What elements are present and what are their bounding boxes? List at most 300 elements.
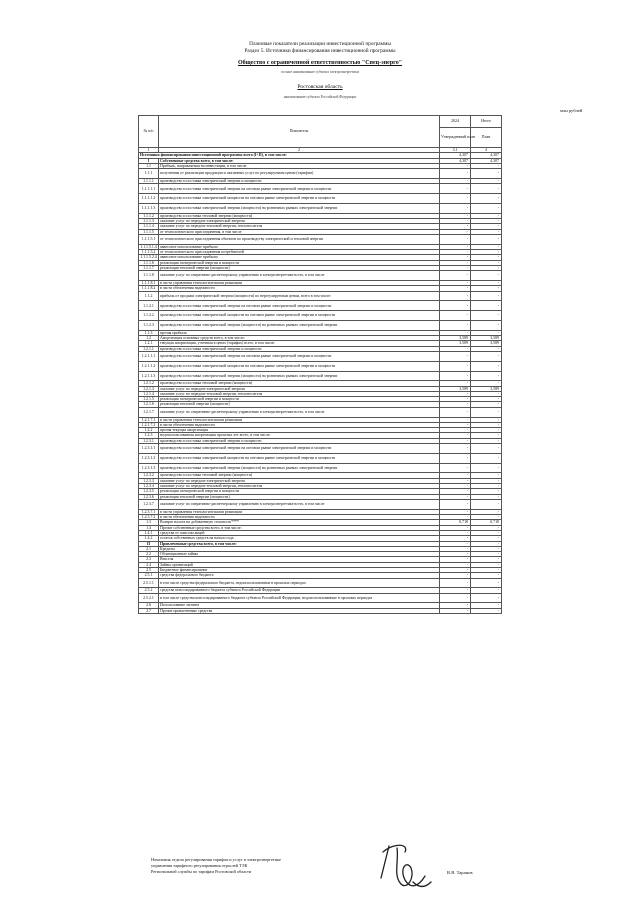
row-value-plan-cell: - bbox=[440, 218, 471, 223]
table-row bbox=[139, 361, 502, 371]
table-row bbox=[139, 351, 502, 361]
row-number-cell: 1.1.1.1.2 bbox=[139, 194, 159, 204]
row-value-total-cell: - bbox=[471, 361, 502, 371]
row-label-cell: прочая текущая амортизация bbox=[159, 428, 440, 433]
row-number-cell: 1.2.1.1.1 bbox=[139, 351, 159, 361]
row-label-cell: от технологического присоединения объектов по производству электрической и тепловой энергии bbox=[159, 234, 440, 244]
row-value-plan-cell: - bbox=[440, 608, 471, 613]
row-value-total-cell: - bbox=[471, 178, 502, 183]
row-number-cell: 1.2.3.1.1 bbox=[139, 444, 159, 454]
row-value-plan-cell: - bbox=[440, 484, 471, 489]
row-label-cell: производство и поставка электрической мощности на оптовом рынке электрической энергии и мощности bbox=[159, 311, 440, 321]
row-value-plan-cell: - bbox=[440, 438, 471, 443]
table-row bbox=[139, 463, 502, 473]
row-label-cell: в части управления технологическими режимами bbox=[159, 280, 440, 285]
row-value-plan-cell: - bbox=[440, 255, 471, 260]
row-value-plan-cell: - bbox=[440, 530, 471, 535]
row-number-cell: 1.1.1.7 bbox=[139, 265, 159, 270]
row-number-cell: 1.1.1.8 bbox=[139, 271, 159, 281]
row-value-total-cell: - bbox=[471, 422, 502, 427]
row-value-plan-cell: - bbox=[440, 249, 471, 254]
row-number-cell: 2.4 bbox=[139, 562, 159, 567]
row-value-total-cell: - bbox=[471, 260, 502, 265]
row-number-cell: 1.2.1.3 bbox=[139, 386, 159, 391]
region-name: Ростовская область bbox=[297, 84, 343, 90]
row-value-plan-cell: - bbox=[440, 578, 471, 588]
row-number-cell: 1.2.1.1.2 bbox=[139, 361, 159, 371]
row-value-total-cell: - bbox=[471, 478, 502, 483]
row-label-cell: производство и поставка электрической энергии на оптовом рынке электрической энергии и мощности bbox=[159, 301, 440, 311]
row-value-total-cell: - bbox=[471, 184, 502, 194]
row-label-cell: реализация электрической энергии и мощности bbox=[159, 397, 440, 402]
row-value-total-cell: - bbox=[471, 438, 502, 443]
row-value-plan-cell: - bbox=[440, 525, 471, 530]
row-label-cell: оказание услуг по оперативно-диспетчерскому управлению в электроэнергетике всего, в том числе bbox=[159, 271, 440, 281]
row-number-cell: 1.2.1.7.2 bbox=[139, 422, 159, 427]
row-value-plan-cell: 3,589 bbox=[440, 386, 471, 391]
row-number-cell: 1.2.1.1 bbox=[139, 346, 159, 351]
row-value-plan-cell: - bbox=[440, 509, 471, 514]
row-number-cell: 1.2.1.5 bbox=[139, 397, 159, 402]
table-row bbox=[139, 271, 502, 281]
row-value-total-cell: - bbox=[471, 286, 502, 291]
row-number-cell: 1.1.1.5.1 bbox=[139, 234, 159, 244]
row-label-cell: производство и поставка электрической энергии (мощности) на розничных рынках электрической энергии bbox=[159, 371, 440, 381]
row-label-cell: реализация тепловой энергии (мощности) bbox=[159, 402, 440, 407]
row-value-total-cell: 0,718 bbox=[471, 520, 502, 525]
row-number-cell: 1.2.3.2 bbox=[139, 473, 159, 478]
row-label-cell: производство и поставка тепловой энергии (мощности) bbox=[159, 213, 440, 218]
row-value-total-cell: - bbox=[471, 552, 502, 557]
row-value-plan-cell: - bbox=[440, 271, 471, 281]
row-value-total-cell: - bbox=[471, 330, 502, 335]
row-value-plan-cell: - bbox=[440, 194, 471, 204]
row-label-cell: авансовое использование прибыли bbox=[159, 255, 440, 260]
row-value-total-cell: - bbox=[471, 536, 502, 541]
row-value-plan-cell: - bbox=[440, 588, 471, 593]
row-value-plan-cell: - bbox=[440, 557, 471, 562]
row-label-cell: Прибыль, направляемая на инвестиции, в том числе: bbox=[159, 163, 440, 168]
col-approved-header: Утвержденный план bbox=[440, 128, 471, 148]
row-number-cell: 1.1.1.4 bbox=[139, 224, 159, 229]
row-value-plan-cell: - bbox=[440, 433, 471, 438]
row-value-total-cell: - bbox=[471, 541, 502, 546]
row-value-total-cell: - bbox=[471, 546, 502, 551]
row-label-cell: оказание услуг по передаче тепловой энергии, теплоносителя bbox=[159, 391, 440, 396]
row-value-total-cell: - bbox=[471, 229, 502, 234]
table-row bbox=[139, 444, 502, 454]
row-value-total-cell: - bbox=[471, 473, 502, 478]
row-value-plan-cell: 3,589 bbox=[440, 341, 471, 346]
row-label-cell: в части обеспечения надежности bbox=[159, 515, 440, 520]
row-value-total-cell: - bbox=[471, 255, 502, 260]
row-label-cell: Возврат налога на добавленную стоимость**** bbox=[159, 520, 440, 525]
row-value-plan-cell: - bbox=[440, 552, 471, 557]
row-number-cell: II bbox=[139, 541, 159, 546]
row-value-plan-cell: - bbox=[440, 562, 471, 567]
row-number-cell: 1.1 bbox=[139, 163, 159, 168]
index-cell: 4 bbox=[471, 148, 502, 153]
row-value-total-cell: - bbox=[471, 249, 502, 254]
row-value-plan-cell: - bbox=[440, 453, 471, 463]
row-value-total-cell: - bbox=[471, 453, 502, 463]
footer-block bbox=[151, 857, 381, 876]
row-value-plan-cell: - bbox=[440, 473, 471, 478]
row-number-cell: 1.2.2 bbox=[139, 428, 159, 433]
row-label-cell: текущая амортизация, учтенная в ценах (тарифах) всего, в том числе: bbox=[159, 341, 440, 346]
row-value-total-cell: - bbox=[471, 578, 502, 588]
row-value-plan-cell: - bbox=[440, 603, 471, 608]
row-value-plan-cell: - bbox=[440, 428, 471, 433]
row-value-plan-cell: - bbox=[440, 311, 471, 321]
index-cell: 3.1 bbox=[440, 148, 471, 153]
row-number-cell: 1.2.1.7.1 bbox=[139, 417, 159, 422]
row-value-plan-cell: - bbox=[440, 463, 471, 473]
index-cell: 1 bbox=[139, 148, 159, 153]
row-value-total-cell: - bbox=[471, 402, 502, 407]
row-value-plan-cell: - bbox=[440, 291, 471, 301]
unit-label: млн рублей bbox=[560, 108, 583, 113]
row-number-cell: 1.2.1 bbox=[139, 341, 159, 346]
row-value-plan-cell: 0,718 bbox=[440, 520, 471, 525]
row-number-cell: 1.2 bbox=[139, 336, 159, 341]
row-value-plan-cell: - bbox=[440, 391, 471, 396]
table-row bbox=[139, 194, 502, 204]
row-label-cell: в том числе средства федерального бюджета, недоиспользованные в прошлых периодах bbox=[159, 578, 440, 588]
row-number-cell: 2.3 bbox=[139, 557, 159, 562]
row-value-total-cell: - bbox=[471, 573, 502, 578]
row-label-cell: от технологического присоединения потребителей bbox=[159, 249, 440, 254]
row-value-total-cell: - bbox=[471, 568, 502, 573]
table-row bbox=[139, 203, 502, 213]
row-value-plan-cell: - bbox=[440, 320, 471, 330]
row-value-plan-cell: - bbox=[440, 499, 471, 509]
row-number-cell: 1.1.3 bbox=[139, 330, 159, 335]
row-label-cell: оказание услуг по оперативно-диспетчерскому управлению в электроэнергетике всего, в том числе bbox=[159, 499, 440, 509]
footer-position-line3: Региональной службы по тарифам Ростовской области bbox=[151, 869, 252, 875]
row-value-total-cell: - bbox=[471, 218, 502, 223]
row-number-cell: 1.2.3.5 bbox=[139, 489, 159, 494]
row-value-plan-cell: - bbox=[440, 546, 471, 551]
row-label-cell: производство и поставка электрической энергии и мощности bbox=[159, 178, 440, 183]
row-number-cell: 1.2.1.4 bbox=[139, 391, 159, 396]
row-number-cell: 1.3 bbox=[139, 520, 159, 525]
row-number-cell: 1.2.3.6 bbox=[139, 494, 159, 499]
row-value-total-cell: - bbox=[471, 320, 502, 330]
row-value-total-cell: - bbox=[471, 530, 502, 535]
row-number-cell: 1.2.1.1.3 bbox=[139, 371, 159, 381]
row-label-cell: оказание услуг по оперативно-диспетчерскому управлению в электроэнергетике всего, в том числе bbox=[159, 407, 440, 417]
table-row bbox=[139, 301, 502, 311]
row-value-plan-cell: - bbox=[440, 234, 471, 244]
row-label-cell: остаток собственных средств на начало года bbox=[159, 536, 440, 541]
row-label-cell: средства федерального бюджета bbox=[159, 573, 440, 578]
row-value-plan-cell: - bbox=[440, 541, 471, 546]
row-value-total-cell: - bbox=[471, 407, 502, 417]
row-value-total-cell: - bbox=[471, 463, 502, 473]
row-value-plan-cell: - bbox=[440, 163, 471, 168]
row-value-plan-cell: - bbox=[440, 301, 471, 311]
row-value-total-cell: - bbox=[471, 397, 502, 402]
row-value-total-cell: - bbox=[471, 428, 502, 433]
row-value-plan-cell: - bbox=[440, 417, 471, 422]
row-number-cell: 1.1.1.3 bbox=[139, 218, 159, 223]
table-row bbox=[139, 169, 502, 179]
row-value-total-cell: - bbox=[471, 515, 502, 520]
row-value-total-cell: - bbox=[471, 301, 502, 311]
row-number-cell: 1.1.2.3 bbox=[139, 320, 159, 330]
row-number-cell: 2.7 bbox=[139, 608, 159, 613]
row-value-plan-cell: - bbox=[440, 203, 471, 213]
row-value-plan-cell: - bbox=[440, 224, 471, 229]
row-label-cell: средства от эмиссии акций bbox=[159, 530, 440, 535]
table-row bbox=[139, 593, 502, 603]
row-value-total-cell: - bbox=[471, 588, 502, 593]
row-label-cell: Прочие собственные средства всего, в том числе: bbox=[159, 525, 440, 530]
row-label-cell: оказание услуг по передаче электрической энергии bbox=[159, 386, 440, 391]
row-number-cell: 1.2.1.2 bbox=[139, 381, 159, 386]
region-caption: наименование субъекта Российской Федерации bbox=[283, 95, 357, 99]
row-label-cell: реализация тепловой энергии (мощности) bbox=[159, 265, 440, 270]
row-label-cell: Бюджетное финансирование bbox=[159, 568, 440, 573]
row-value-total-cell: - bbox=[471, 484, 502, 489]
index-cell: 2 bbox=[159, 148, 440, 153]
table-row bbox=[139, 291, 502, 301]
footer-position-line1: Начальник отдела регулирования тарифов и услуг в электроэнергетике bbox=[151, 857, 281, 862]
row-value-total-cell: - bbox=[471, 169, 502, 179]
row-value-plan-cell: - bbox=[440, 444, 471, 454]
row-number-cell: 2.5.2.1 bbox=[139, 593, 159, 603]
row-label-cell: недоиспользованная амортизация прошлых лет всего, в том числе: bbox=[159, 433, 440, 438]
row-number-cell: 1.1.1.1.3 bbox=[139, 203, 159, 213]
row-number-cell: 1.1.1.5 bbox=[139, 229, 159, 234]
row-value-total-cell: - bbox=[471, 562, 502, 567]
row-number-cell: 1.2.3 bbox=[139, 433, 159, 438]
row-value-plan-cell: - bbox=[440, 593, 471, 603]
row-label-cell: средства консолидированного бюджета субъекта Российской Федерации bbox=[159, 588, 440, 593]
row-value-plan-cell: - bbox=[440, 330, 471, 335]
row-value-total-cell: - bbox=[471, 163, 502, 168]
row-number-cell: 2.5.1 bbox=[139, 573, 159, 578]
row-value-total-cell: - bbox=[471, 346, 502, 351]
row-number-cell: 1.1.1.8.1 bbox=[139, 280, 159, 285]
row-value-plan-cell: - bbox=[440, 178, 471, 183]
row-value-plan-cell: - bbox=[440, 280, 471, 285]
row-value-plan-cell: - bbox=[440, 346, 471, 351]
row-value-total-cell: - bbox=[471, 525, 502, 530]
row-label-cell: Прочие привлеченные средства bbox=[159, 608, 440, 613]
row-label-cell: Амортизация основных средств всего, в том числе: bbox=[159, 336, 440, 341]
row-value-total-cell: - bbox=[471, 213, 502, 218]
table-row bbox=[139, 453, 502, 463]
row-value-total-cell: - bbox=[471, 381, 502, 386]
row-label-cell: Займы организаций bbox=[159, 562, 440, 567]
table-row bbox=[139, 499, 502, 509]
row-label-cell: производство и поставка электрической энергии и мощности bbox=[159, 438, 440, 443]
row-value-plan-cell: - bbox=[440, 422, 471, 427]
row-value-total-cell: - bbox=[471, 489, 502, 494]
row-label-cell: прибыль от продажи электрической энергии (мощности) по нерегулируемым ценам, всего в том числе: bbox=[159, 291, 440, 301]
row-number-cell: 1.2.3.3 bbox=[139, 478, 159, 483]
row-label-cell: полученная от реализации продукции и оказанных услуг по регулируемым ценам (тарифам) bbox=[159, 169, 440, 179]
row-value-plan-cell: - bbox=[440, 407, 471, 417]
row-label-cell: производство и поставка электрической энергии (мощности) на розничных рынках электрической энергии bbox=[159, 203, 440, 213]
row-value-plan-cell: - bbox=[440, 260, 471, 265]
row-number-cell: 2.1 bbox=[139, 546, 159, 551]
row-label-cell: реализация электрической энергии и мощности bbox=[159, 489, 440, 494]
table-row bbox=[139, 320, 502, 330]
row-label-cell: производство и поставка тепловой энергии (мощности) bbox=[159, 381, 440, 386]
row-value-total-cell: - bbox=[471, 494, 502, 499]
table-row bbox=[139, 311, 502, 321]
row-value-plan-cell: 3,589 bbox=[440, 336, 471, 341]
row-label-cell: Облигационные займы bbox=[159, 552, 440, 557]
row-number-cell: 1.4.2 bbox=[139, 536, 159, 541]
row-label-cell: в части управления технологическими режимами bbox=[159, 509, 440, 514]
row-number-cell: 2.5.2 bbox=[139, 588, 159, 593]
row-value-plan-cell: - bbox=[440, 568, 471, 573]
row-number-cell: 1.1.1.8.2 bbox=[139, 286, 159, 291]
row-value-total-cell: - bbox=[471, 194, 502, 204]
row-value-total-cell: - bbox=[471, 351, 502, 361]
table-row bbox=[139, 234, 502, 244]
row-number-cell: 1.1.1.1 bbox=[139, 178, 159, 183]
row-number-cell: 1.2.3.1.2 bbox=[139, 453, 159, 463]
col-plan-header: План bbox=[471, 128, 502, 148]
doc-title-line1: Плановые показатели реализации инвестиционной программы bbox=[249, 41, 391, 47]
row-value-plan-cell: - bbox=[440, 371, 471, 381]
row-value-total-cell: - bbox=[471, 291, 502, 301]
table-row bbox=[139, 407, 502, 417]
row-value-total-cell: - bbox=[471, 311, 502, 321]
row-value-plan-cell: - bbox=[440, 244, 471, 249]
row-value-plan-cell: - bbox=[440, 573, 471, 578]
row-value-total-cell: - bbox=[471, 417, 502, 422]
row-label-cell: реализация электрической энергии и мощности bbox=[159, 260, 440, 265]
row-value-plan-cell: - bbox=[440, 494, 471, 499]
row-value-total-cell: 3,589 bbox=[471, 341, 502, 346]
row-value-plan-cell: - bbox=[440, 478, 471, 483]
row-value-total-cell: 4,307 bbox=[471, 158, 502, 163]
row-value-total-cell: - bbox=[471, 224, 502, 229]
row-value-total-cell: - bbox=[471, 557, 502, 562]
row-value-total-cell: - bbox=[471, 509, 502, 514]
row-value-total-cell: 3,589 bbox=[471, 336, 502, 341]
row-value-plan-cell: - bbox=[440, 213, 471, 218]
row-number-cell: 1.1.2.2 bbox=[139, 311, 159, 321]
row-value-total-cell: - bbox=[471, 280, 502, 285]
row-label-cell: производство и поставка электрической мощности на оптовом рынке электрической энергии и мощности bbox=[159, 453, 440, 463]
col-total-header: Итого bbox=[471, 116, 502, 128]
row-label-cell: оказание услуг по передаче тепловой энергии, теплоносителя bbox=[159, 484, 440, 489]
row-label-cell: Использование лизинга bbox=[159, 603, 440, 608]
row-number-cell: 1.2.3.7.1 bbox=[139, 509, 159, 514]
row-value-total-cell: - bbox=[471, 244, 502, 249]
row-value-total-cell: - bbox=[471, 608, 502, 613]
financing-table bbox=[138, 115, 502, 614]
row-label-cell: в части обеспечения надежности bbox=[159, 422, 440, 427]
col-indicator-header: Показатель bbox=[159, 116, 440, 148]
row-value-total-cell: - bbox=[471, 603, 502, 608]
row-number-cell: 1.2.3.4 bbox=[139, 484, 159, 489]
row-value-total-cell: - bbox=[471, 433, 502, 438]
row-value-plan-cell: - bbox=[440, 361, 471, 371]
row-number-cell: 1.1.2 bbox=[139, 291, 159, 301]
total-row-label: Источники финансирования инвестиционной программы всего (I+II), в том числе: bbox=[139, 153, 440, 158]
table-row bbox=[139, 578, 502, 588]
row-value-plan-cell: - bbox=[440, 184, 471, 194]
row-number-cell: 1.2.3.1 bbox=[139, 438, 159, 443]
row-label-cell: авансовое использование прибыли bbox=[159, 244, 440, 249]
row-number-cell: I bbox=[139, 158, 159, 163]
row-number-cell: 1.1.1.1.1 bbox=[139, 184, 159, 194]
row-label-cell: оказание услуг по передаче тепловой энергии, теплоносителя bbox=[159, 224, 440, 229]
row-value-plan-cell: - bbox=[440, 351, 471, 361]
row-number-cell: 1.1.1.5.1.4 bbox=[140, 244, 157, 249]
row-number-cell: 1.1.1.2 bbox=[139, 213, 159, 218]
row-number-cell: 1.2.3.1.3 bbox=[139, 463, 159, 473]
row-number-cell: 2.6 bbox=[139, 603, 159, 608]
row-value-total-cell: - bbox=[471, 234, 502, 244]
row-value-total-cell: 3,589 bbox=[471, 386, 502, 391]
row-label-cell: оказание услуг по передаче электрической энергии bbox=[159, 478, 440, 483]
col-number-header: № п/п bbox=[139, 116, 159, 148]
row-label-cell: Привлеченные средства всего, в том числе: bbox=[159, 541, 440, 546]
row-label-cell: производство и поставка электрической энергии (мощности) на розничных рынках электрической энергии bbox=[159, 320, 440, 330]
table-row bbox=[139, 371, 502, 381]
organization-name: Общество с ограниченной ответственностью "Спец-энерго" bbox=[237, 60, 403, 66]
row-number-cell: 1.4 bbox=[139, 525, 159, 530]
row-value-plan-cell: - bbox=[440, 229, 471, 234]
signer-name: В.В. Таранов bbox=[447, 870, 473, 875]
row-number-cell: 1.1.1 bbox=[139, 169, 159, 179]
row-number-cell: 1.1.2.1 bbox=[139, 301, 159, 311]
row-number-cell: 1.1.1.6 bbox=[139, 260, 159, 265]
handwritten-signature bbox=[375, 838, 435, 898]
row-number-cell: 1.1.1.5.2.4 bbox=[140, 255, 157, 260]
row-value-plan-cell: - bbox=[440, 265, 471, 270]
row-number-cell: 2.5 bbox=[139, 568, 159, 573]
row-value-total-cell: - bbox=[471, 203, 502, 213]
row-value-plan-cell: - bbox=[440, 286, 471, 291]
row-label-cell: Собственные средства всего, в том числе: bbox=[159, 158, 440, 163]
footer-position-line2: управления тарифного регулирования отраслей ТЭК bbox=[151, 863, 248, 869]
col-year-header: 2024 bbox=[440, 116, 471, 128]
row-value-plan-cell: - bbox=[440, 381, 471, 386]
table-row bbox=[139, 608, 502, 613]
row-value-total-cell: - bbox=[471, 391, 502, 396]
row-label-cell: оказание услуг по передаче электрической энергии bbox=[159, 218, 440, 223]
organization-caption: полное наименование субъекта электроэнергетики bbox=[281, 70, 359, 74]
row-label-cell: прочая прибыль bbox=[159, 330, 440, 335]
row-value-total-cell: - bbox=[471, 371, 502, 381]
row-label-cell: производство и поставка электрической энергии на оптовом рынке электрической энергии и мощности bbox=[159, 444, 440, 454]
row-value-plan-cell: - bbox=[440, 402, 471, 407]
row-value-plan-cell: - bbox=[440, 489, 471, 494]
row-value-total-cell: - bbox=[471, 265, 502, 270]
row-label-cell: производство и поставка электрической энергии на оптовом рынке электрической энергии и мощности bbox=[159, 184, 440, 194]
total-row-value-total: 4,307 bbox=[471, 153, 502, 158]
row-number-cell: 1.2.3.7.2 bbox=[139, 515, 159, 520]
row-value-total-cell: - bbox=[471, 499, 502, 509]
row-label-cell: в части обеспечения надежности bbox=[159, 286, 440, 291]
row-label-cell: Кредиты bbox=[159, 546, 440, 551]
row-value-plan-cell: - bbox=[440, 536, 471, 541]
row-value-total-cell: - bbox=[471, 593, 502, 603]
row-label-cell: производство и поставка тепловой энергии (мощности) bbox=[159, 473, 440, 478]
table-row bbox=[139, 184, 502, 194]
row-label-cell: в том числе средства консолидированного бюджета субъекта Российской Федерации, недоиспользованные в прошлых периодах bbox=[159, 593, 440, 603]
